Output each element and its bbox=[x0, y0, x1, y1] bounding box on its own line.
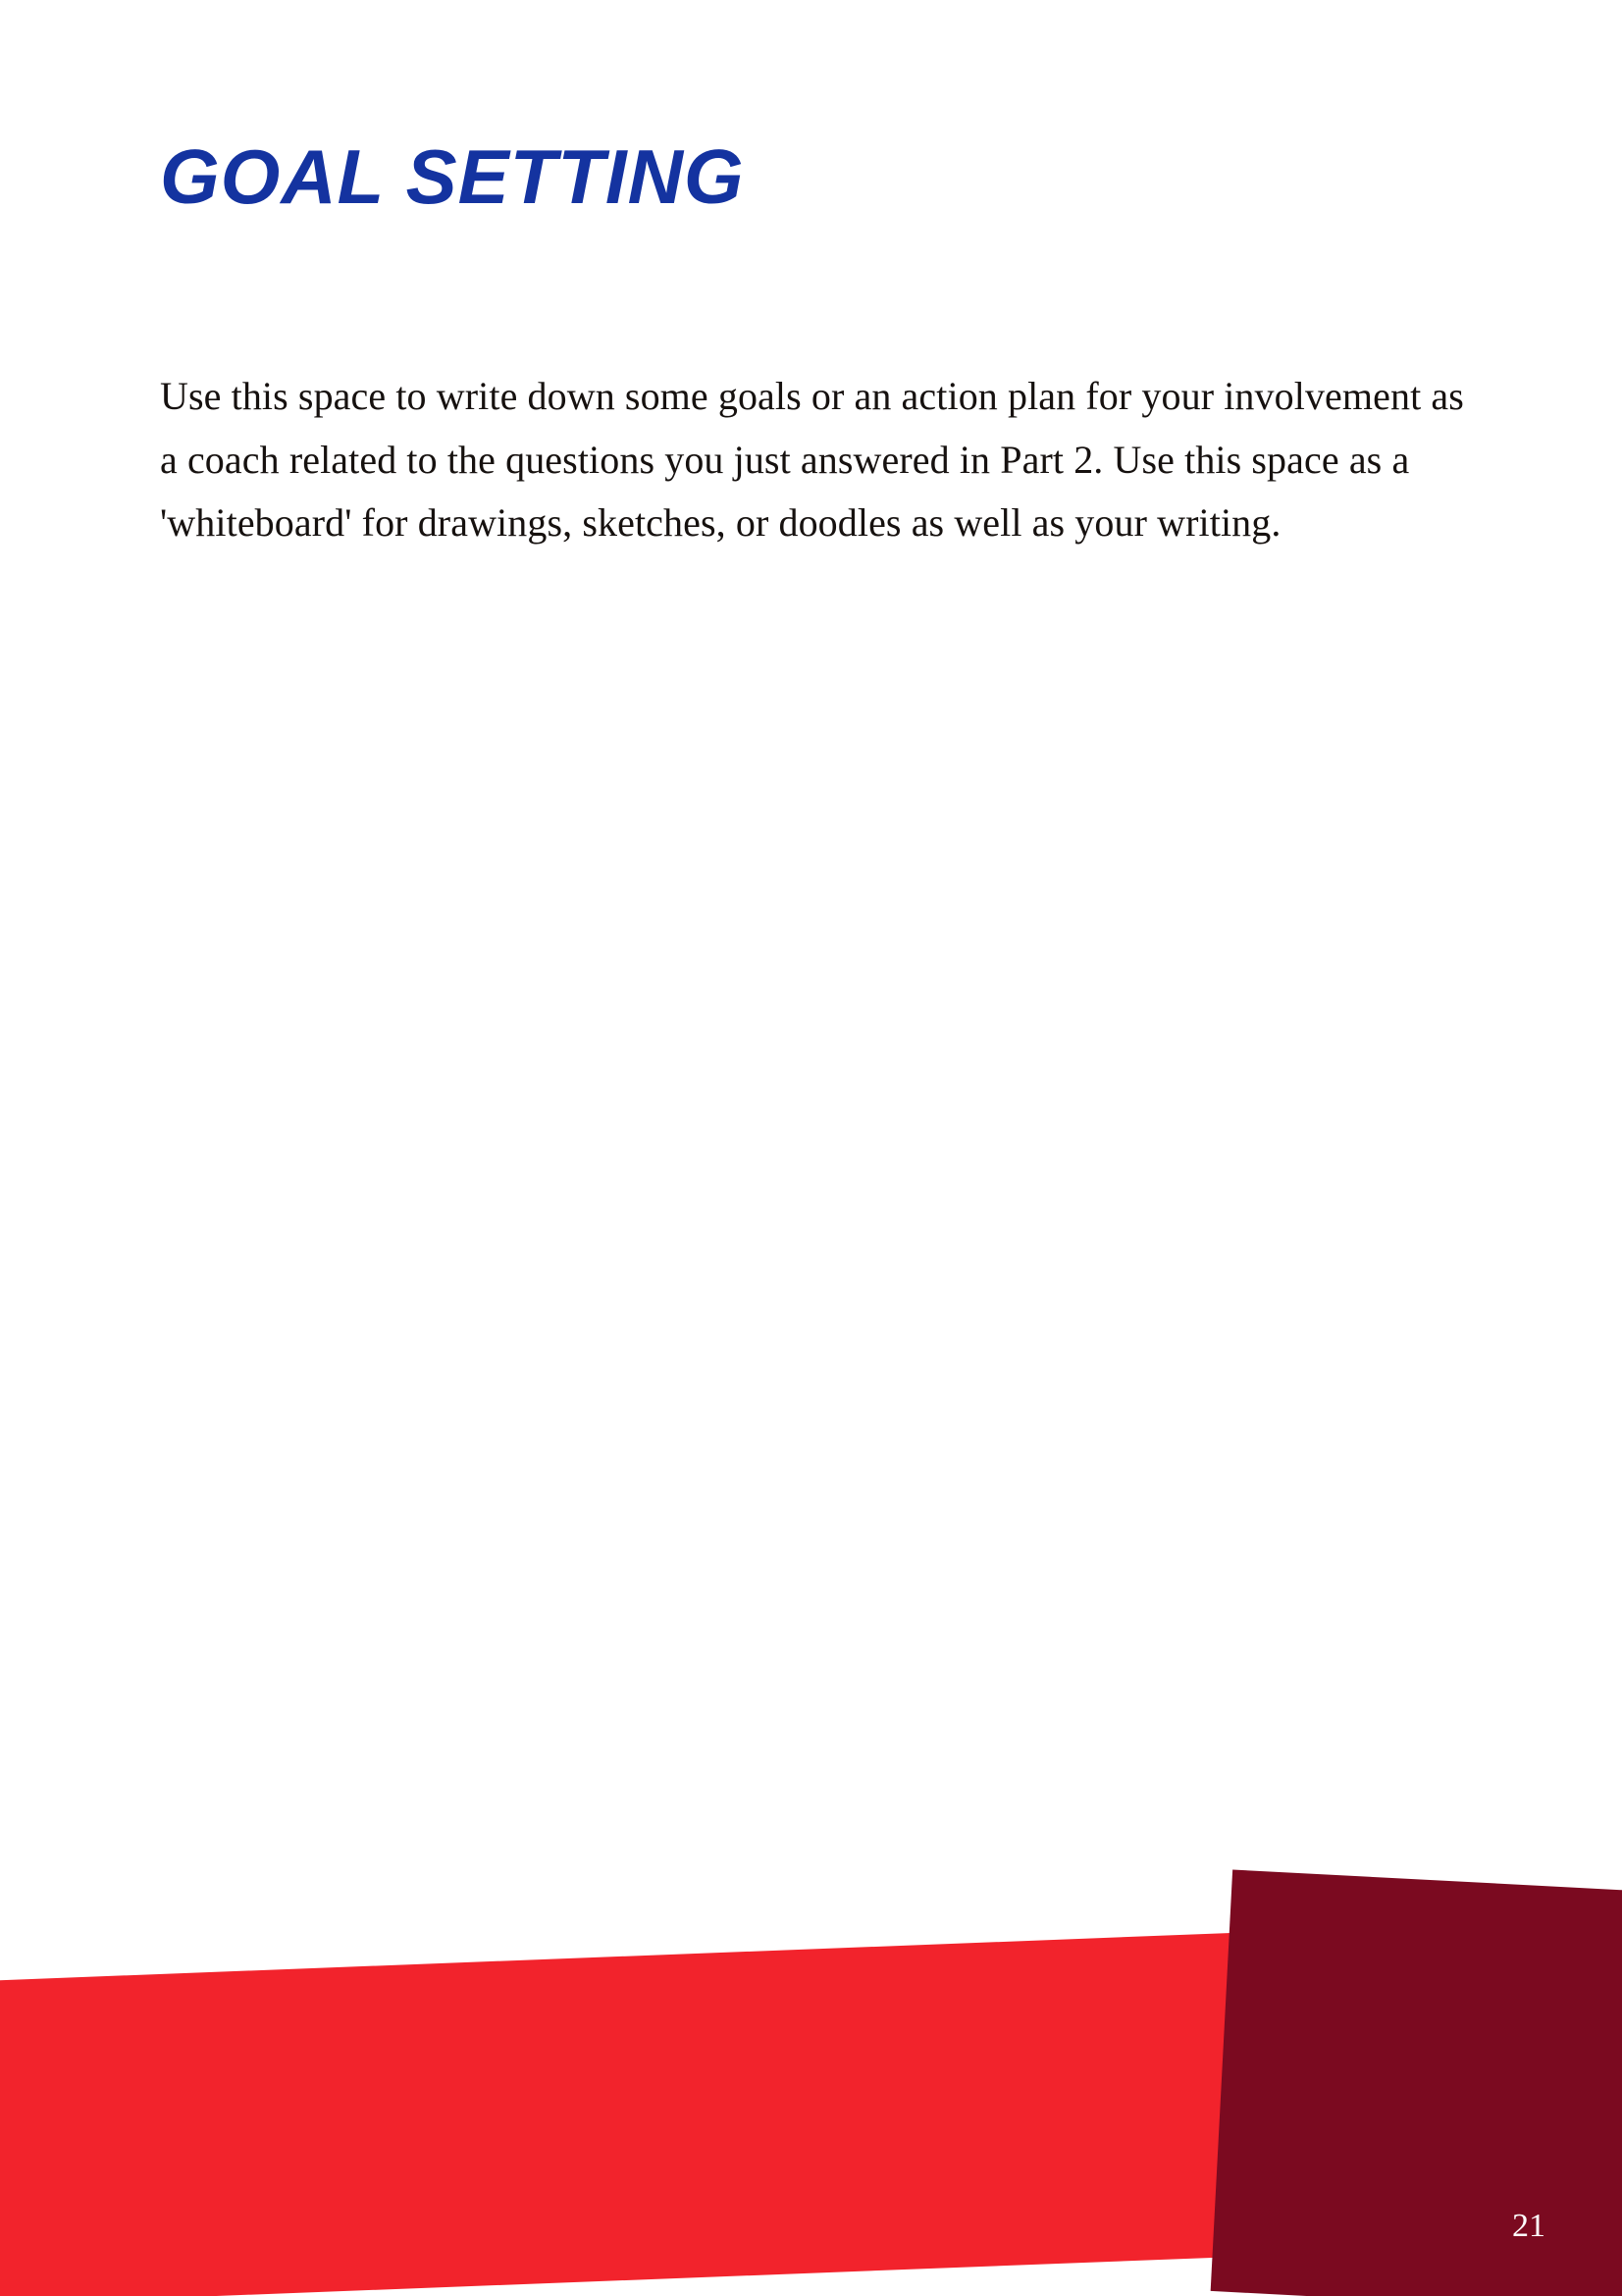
page-content bbox=[160, 133, 1465, 595]
page-number: 21 bbox=[1512, 2208, 1545, 2244]
page-title: GOAL SETTING bbox=[160, 133, 745, 220]
instruction-paragraph: Use this space to write down some goals or an action plan for your involvement as a coach related to the questions you just answered in Part 2. Use this space as a 'whiteboard' for drawings, sketches, or doodles as well as your writing. bbox=[160, 373, 1464, 546]
dark-red-corner-shape bbox=[1211, 1869, 1622, 2296]
red-banner-shape bbox=[0, 1930, 1334, 2296]
